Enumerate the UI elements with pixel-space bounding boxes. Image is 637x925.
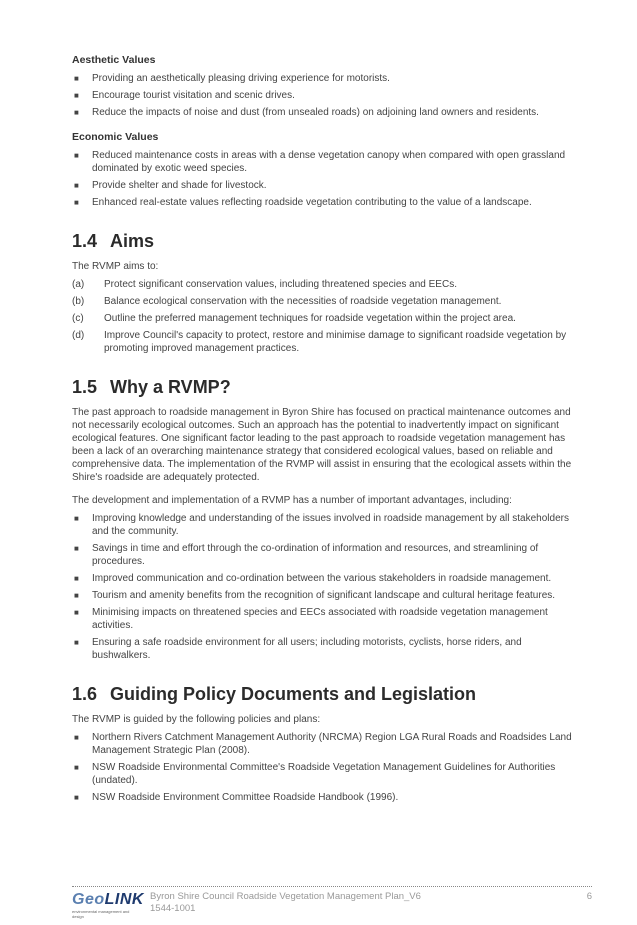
section-title: Why a RVMP?: [110, 377, 231, 397]
list-marker: (a): [72, 279, 85, 290]
list-item: ■ Encourage tourist visitation and scenic drives.: [74, 90, 295, 101]
why-paragraph-2: The development and implementation of a RVMP has a number of important advantages, including:: [72, 495, 512, 506]
section-heading-why: [72, 377, 582, 398]
bullet-icon: ■: [74, 544, 79, 553]
aims-list: [72, 278, 582, 355]
section-title: Aims: [110, 231, 155, 251]
list-item: ■ NSW Roadside Environment Committee Roadside Handbook (1996).: [74, 792, 399, 803]
bullet-icon: ■: [74, 181, 79, 190]
section-heading-guiding: [72, 684, 582, 705]
list-item: ■ NSW Roadside Environmental Committee's Roadside Vegetation Management Guidelines for Authorities (undated).: [74, 762, 556, 786]
economic-values-list: [72, 149, 582, 209]
why-paragraph-1: The past approach to roadside management in Byron Shire has focused on practical maintenance outcomes and not necessarily ecological outcomes. Such an approach has the potential to inadvertently impact on significant ecological features. One significant factor leading to the past approach to roadside vegetation management has been a lack of an overarching maintenance strategy that considered ecological values, based on reliable and comprehensive data. The implementation of the RVMP will assist in ensuring that the ecological assets within the Shire's roadside are adequately protected.: [72, 407, 572, 483]
bullet-icon: ■: [74, 108, 79, 117]
section-number: 1.6: [72, 684, 98, 704]
list-item: ■ Tourism and amenity benefits from the recognition of significant landscape and cultural heritage features.: [74, 590, 556, 601]
list-item: ■ Reduced maintenance costs in areas with a dense vegetation canopy when compared with open grassland dominated by exotic weed species.: [74, 150, 566, 174]
aesthetic-values-list: [72, 72, 582, 119]
list-item: ■ Improving knowledge and understanding of the issues involved in roadside management by all stakeholders and the community.: [74, 513, 569, 537]
guiding-intro: The RVMP is guided by the following policies and plans:: [72, 714, 321, 725]
document-body: [72, 54, 582, 808]
bullet-icon: ■: [74, 574, 79, 583]
bullet-icon: ■: [74, 198, 79, 207]
bullet-icon: ■: [74, 514, 79, 523]
bullet-icon: ■: [74, 591, 79, 600]
list-item: (d) Improve Council's capacity to protect, restore and minimise damage to significant roadside vegetation by promoting improved management practices.: [72, 330, 567, 354]
footer-doc-title: Byron Shire Council Roadside Vegetation Management Plan_V6: [150, 891, 421, 902]
bullet-icon: ■: [74, 74, 79, 83]
bullet-icon: ■: [74, 733, 79, 742]
list-item: (a) Protect significant conservation values, including threatened species and EECs.: [72, 279, 457, 290]
page-footer: [72, 886, 592, 923]
section-number: 1.4: [72, 231, 98, 251]
footer-doc-info: [150, 891, 421, 915]
bullet-icon: ■: [74, 608, 79, 617]
list-item: ■ Provide shelter and shade for livestock.: [74, 180, 267, 191]
list-marker: (b): [72, 296, 85, 307]
list-item: ■ Reduce the impacts of noise and dust (from unsealed roads) on adjoining land owners and residents.: [74, 107, 539, 118]
bullet-icon: ■: [74, 763, 79, 772]
bullet-icon: ■: [74, 793, 79, 802]
section-heading-aims: [72, 231, 582, 252]
section-title: Guiding Policy Documents and Legislation: [110, 684, 477, 704]
aims-intro: The RVMP aims to:: [72, 261, 159, 272]
list-item: ■ Providing an aesthetically pleasing driving experience for motorists.: [74, 73, 390, 84]
bullet-icon: ■: [74, 151, 79, 160]
bullet-icon: ■: [74, 638, 79, 647]
list-item: ■ Minimising impacts on threatened species and EECs associated with roadside vegetation management activities.: [74, 607, 548, 631]
list-item: (b) Balance ecological conservation with the necessities of roadside vegetation management.: [72, 296, 502, 307]
list-item: ■ Ensuring a safe roadside environment for all users; including motorists, cyclists, horse riders, and bushwalkers.: [74, 637, 522, 661]
list-item: ■ Northern Rivers Catchment Management Authority (NRCMA) Region LGA Rural Roads and Roadsides Land Management Strategic Plan (2008).: [74, 732, 572, 756]
list-marker: (d): [72, 330, 85, 341]
list-item: ■ Improved communication and co-ordination between the various stakeholders in roadside management.: [74, 573, 552, 584]
bullet-icon: ■: [74, 91, 79, 100]
advantages-list: [72, 512, 582, 662]
footer-doc-code: 1544-1001: [150, 903, 196, 914]
list-marker: (c): [72, 313, 84, 324]
page-number: 6: [586, 891, 592, 902]
section-number: 1.5: [72, 377, 98, 397]
logo-wordmark: GeoLINK: [72, 891, 144, 908]
list-item: ■ Enhanced real-estate values reflecting roadside vegetation contributing to the value of a landscape.: [74, 197, 532, 208]
geolink-logo: [72, 891, 144, 919]
aesthetic-values-heading: Aesthetic Values: [72, 54, 156, 66]
economic-values-heading: Economic Values: [72, 131, 159, 143]
guiding-list: [72, 731, 582, 804]
list-item: ■ Savings in time and effort through the co-ordination of information and resources, and streamlining of procedures.: [74, 543, 539, 567]
list-item: (c) Outline the preferred management techniques for roadside vegetation within the project area.: [72, 313, 516, 324]
logo-tagline: environmental management and design: [72, 909, 130, 919]
